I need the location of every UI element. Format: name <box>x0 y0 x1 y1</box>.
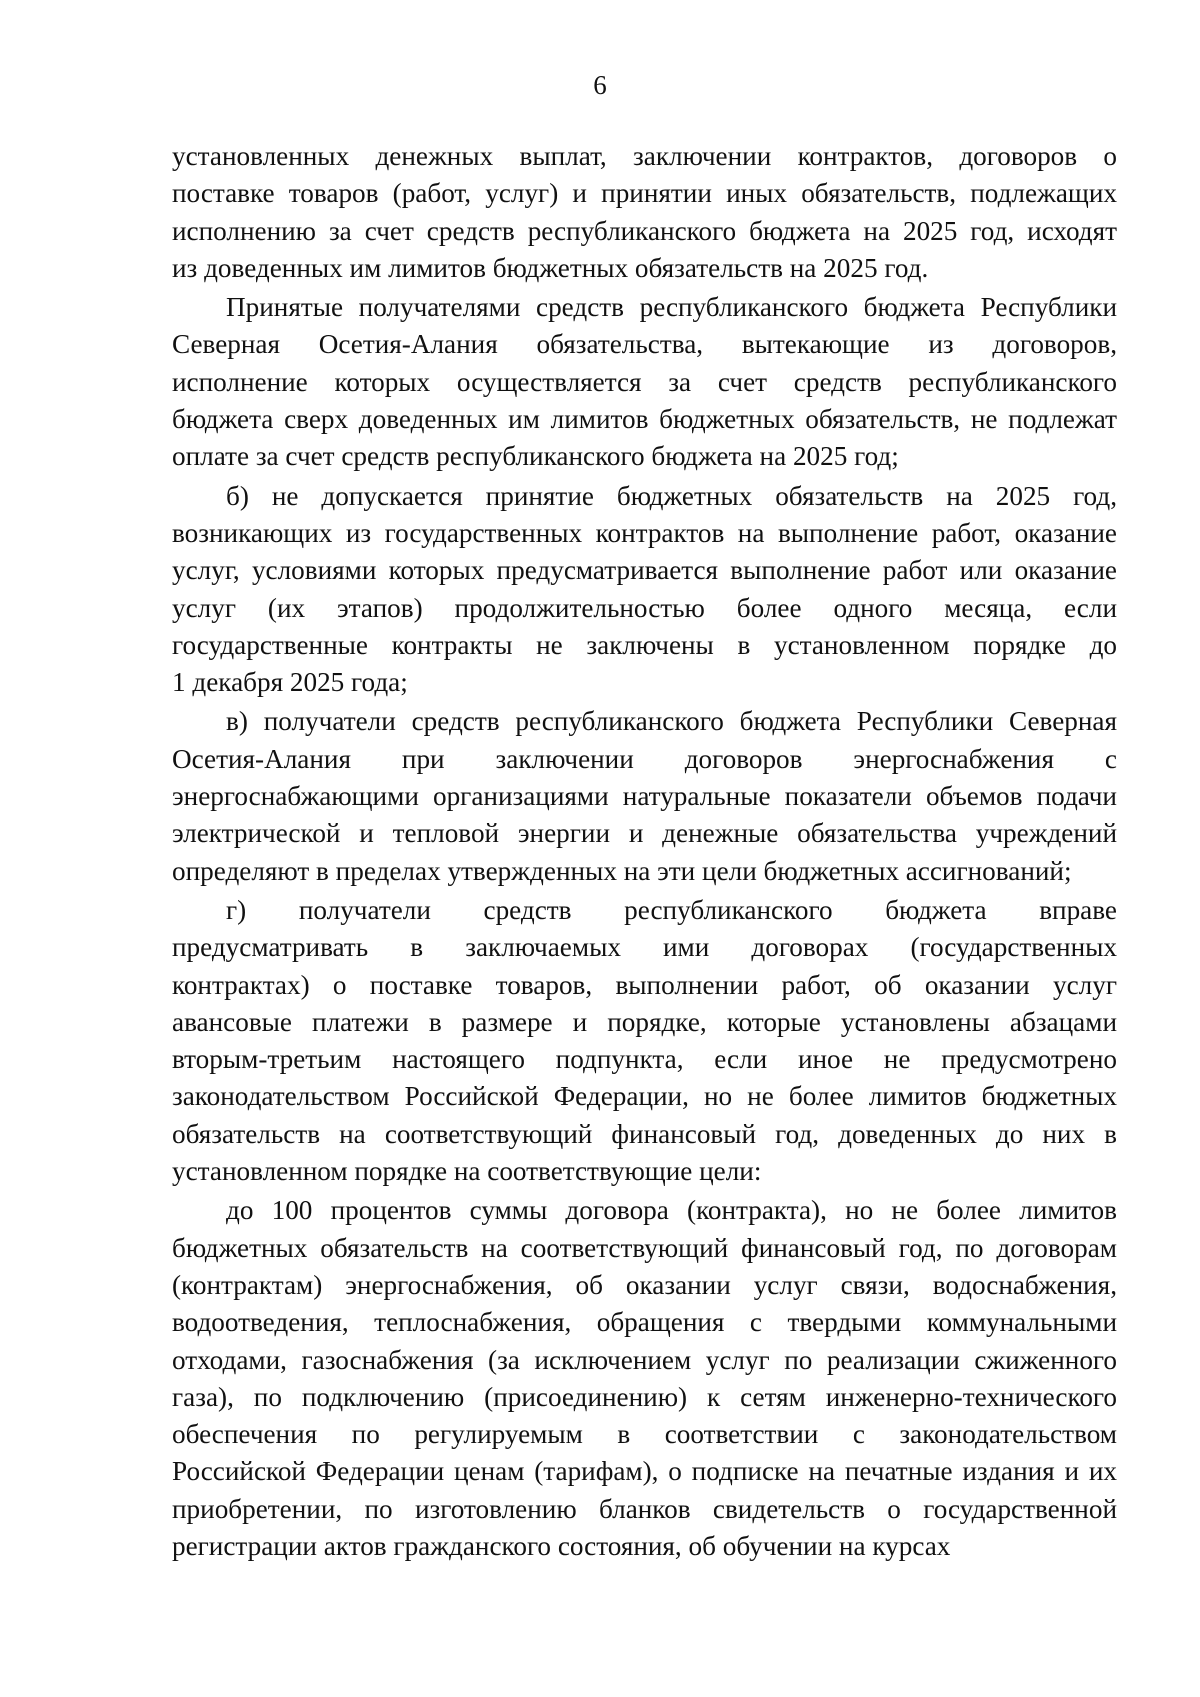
text-line: водоотведения, теплоснабжения, обращения с твердыми коммунальными <box>172 1307 1117 1338</box>
text-line: услуг, условиями которых предусматривается выполнение работ или оказание <box>172 555 1117 586</box>
text-line: Принятые получателями средств республиканского бюджета Республики <box>226 292 1117 323</box>
paragraph <box>172 138 1117 287</box>
text-line: обеспечения по регулируемым в соответствии с законодательством <box>172 1419 1117 1450</box>
text-line: из доведенных им лимитов бюджетных обязательств на 2025 год. <box>172 252 929 283</box>
text-line: отходами, газоснабжения (за исключением услуг по реализации сжиженного <box>172 1344 1117 1375</box>
page-number: 6 <box>593 70 607 100</box>
text-line: Осетия-Алания при заключении договоров энергоснабжения с <box>172 743 1117 774</box>
text-line: обязательств на соответствующий финансовый год, доведенных до них в <box>172 1118 1117 1149</box>
text-line: оплате за счет средств республиканского бюджета на 2025 год; <box>172 441 899 472</box>
text-line: авансовые платежи в размере и порядке, которые установлены абзацами <box>172 1006 1117 1037</box>
text-line: б) не допускается принятие бюджетных обязательств на 2025 год, <box>226 480 1117 511</box>
paragraph <box>172 703 1117 889</box>
text-line: (контрактам) энергоснабжения, об оказании услуг связи, водоснабжения, <box>172 1269 1117 1300</box>
text-line: бюджета сверх доведенных им лимитов бюджетных обязательств, не подлежат <box>172 404 1117 435</box>
paragraph <box>172 892 1117 1190</box>
text-line: вторым-третьим настоящего подпункта, если иное не предусмотрено <box>172 1044 1117 1075</box>
text-line: Северная Осетия-Алания обязательства, вытекающие из договоров, <box>172 329 1117 360</box>
text-line: исполнению за счет средств республиканского бюджета на 2025 год, исходят <box>172 215 1117 246</box>
text-line: 1 декабря 2025 года; <box>172 667 408 698</box>
text-line: услуг (их этапов) продолжительностью более одного месяца, если <box>172 592 1117 623</box>
paragraph <box>172 478 1117 702</box>
text-line: электрической и тепловой энергии и денежные обязательства учреждений <box>172 818 1117 849</box>
text-line: возникающих из государственных контрактов на выполнение работ, оказание <box>172 517 1117 548</box>
text-line: контрактах) о поставке товаров, выполнении работ, об оказании услуг <box>172 969 1117 1000</box>
text-line: приобретении, по изготовлению бланков свидетельств о государственной <box>172 1493 1117 1524</box>
paragraph <box>172 289 1117 475</box>
text-line: исполнение которых осуществляется за счет средств республиканского <box>172 366 1117 397</box>
text-line: энергоснабжающими организациями натуральные показатели объемов подачи <box>172 781 1117 812</box>
text-line: предусматривать в заключаемых ими договорах (государственных <box>172 932 1117 963</box>
text-line: установленном порядке на соответствующие цели: <box>172 1156 762 1187</box>
text-line: законодательством Российской Федерации, но не более лимитов бюджетных <box>172 1081 1117 1112</box>
text-line: определяют в пределах утвержденных на эти цели бюджетных ассигнований; <box>172 855 1072 886</box>
text-line: бюджетных обязательств на соответствующий финансовый год, по договорам <box>172 1232 1117 1263</box>
text-line: в) получатели средств республиканского бюджета Республики Северная <box>226 706 1117 737</box>
text-line: Российской Федерации ценам (тарифам), о подписке на печатные издания и их <box>172 1456 1117 1487</box>
text-line: установленных денежных выплат, заключении контрактов, договоров о <box>172 141 1117 171</box>
text-line: до 100 процентов суммы договора (контракта), но не более лимитов <box>226 1195 1117 1226</box>
document-body <box>172 138 1117 1565</box>
text-line: газа), по подключению (присоединению) к сетям инженерно-технического <box>172 1381 1117 1412</box>
text-line: регистрации актов гражданского состояния, об обучении на курсах <box>172 1530 951 1561</box>
text-line: государственные контракты не заключены в установленном порядке до <box>172 629 1117 660</box>
text-line: г) получатели средств республиканского бюджета вправе <box>226 894 1117 925</box>
paragraph <box>172 1192 1117 1565</box>
text-line: поставке товаров (работ, услуг) и принятии иных обязательств, подлежащих <box>172 178 1117 209</box>
